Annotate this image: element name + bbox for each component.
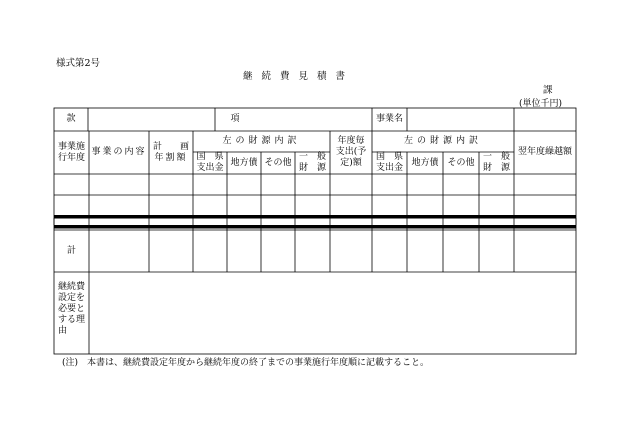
footnote: (注) 本書は、継続費設定年度から継続年度の終了までの事業施行年度順に記載すること。 <box>62 358 430 368</box>
fiscal-year-line-2: 行年度 <box>57 152 85 163</box>
kokuken-header-right <box>372 152 407 174</box>
reason-label <box>54 282 93 342</box>
ippan-header-left <box>295 152 330 174</box>
chihousai-header-left: 地方債 <box>230 157 258 168</box>
content-header: 事業の内容 <box>91 147 147 157</box>
annual-line-1: 年度毎 <box>337 136 365 146</box>
project-name-label: 事業名 <box>375 114 403 124</box>
reason-line-5: 由 <box>58 326 68 336</box>
form-number: 様式第2号 <box>56 58 101 69</box>
annual-line-3: 定)額 <box>340 158 362 168</box>
fiscal-year-line-1: 事業施 <box>57 141 85 152</box>
ippan-line-1: 一 般 <box>298 152 326 162</box>
reason-line-1: 継続費 <box>58 282 86 292</box>
annual-expenditure-header <box>330 131 372 174</box>
carryover-header: 翌年度繰越額 <box>517 147 572 157</box>
reason-line-4: する理 <box>58 315 86 325</box>
fiscal-year-header <box>54 131 89 174</box>
ippan-line-2: 財 源 <box>298 163 326 173</box>
ippan-header-right <box>479 152 514 174</box>
kokuken-line-1: 国 県 <box>375 152 403 162</box>
kokuken-line-2: 支出金 <box>196 163 224 173</box>
kokuken-line-1: 国 県 <box>196 152 224 162</box>
breakdown-right-header: 左の財源内訳 <box>403 136 482 146</box>
document-title: 継続費見積書 <box>243 71 355 82</box>
unit-label: (単位千円) <box>519 99 563 109</box>
kokuken-line-2: 支出金 <box>375 163 403 173</box>
ippan-line-2: 財 源 <box>482 163 510 173</box>
reason-line-2: 設定を <box>58 293 86 303</box>
annual-line-2: 支出(予 <box>335 147 367 157</box>
sonota-header-left: その他 <box>264 157 292 168</box>
kou-label: 項 <box>230 114 240 124</box>
total-label: 計 <box>66 245 76 256</box>
section-label: 課 <box>543 85 553 96</box>
plan-line-2: 年割額 <box>154 152 188 163</box>
plan-line-1: 計 画 <box>152 141 189 152</box>
chihousai-header-right: 地方債 <box>411 157 439 168</box>
breakdown-left-header: 左の財源内訳 <box>222 136 301 146</box>
reason-line-3: 必要と <box>58 304 86 314</box>
plan-header <box>149 131 193 174</box>
kan-label: 款 <box>66 114 76 124</box>
ippan-line-1: 一 般 <box>482 152 510 162</box>
sonota-header-right: その他 <box>447 157 475 168</box>
kokuken-header-left <box>193 152 227 174</box>
